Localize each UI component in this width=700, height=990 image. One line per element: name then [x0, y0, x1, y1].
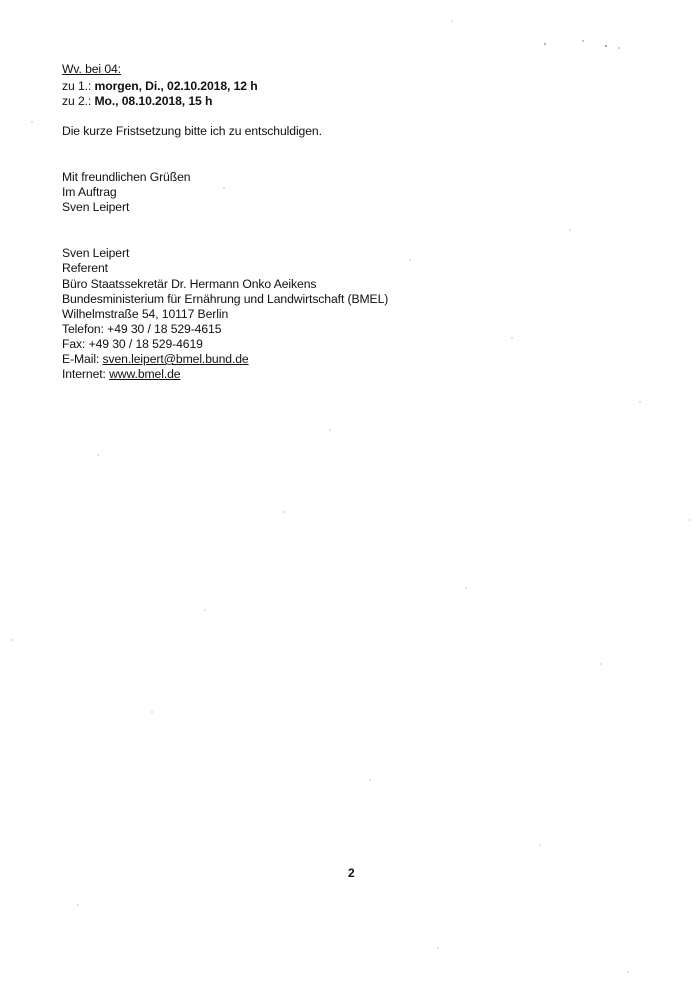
closing-name: Sven Leipert	[62, 200, 130, 214]
apology-text: Die kurze Fristsetzung bitte ich zu entschuldigen.	[62, 124, 322, 138]
followup-item-2	[62, 94, 212, 109]
signature-title: Referent	[62, 261, 108, 275]
email-link[interactable]: sven.leipert@bmel.bund.de	[102, 352, 249, 366]
signature-office: Büro Staatssekretär Dr. Hermann Onko Aeikens	[62, 277, 317, 291]
followup-item-2-prefix: zu 2.:	[62, 94, 95, 108]
followup-item-1-prefix: zu 1.:	[62, 79, 95, 93]
fax-number: +49 30 / 18 529-4619	[88, 337, 203, 351]
internet-label: Internet:	[62, 367, 110, 381]
signature-name: Sven Leipert	[62, 246, 130, 260]
website-link[interactable]: www.bmel.de	[109, 367, 181, 381]
followup-item-1-value: morgen, Di., 02.10.2018, 12 h	[94, 79, 258, 93]
followup-item-2-value: Mo., 08.10.2018, 15 h	[94, 94, 213, 108]
closing-greeting: Mit freundlichen Grüßen	[62, 170, 191, 184]
email-label: E-Mail:	[62, 352, 103, 366]
signature-phone	[62, 322, 221, 337]
signature-address: Wilhelmstraße 54, 10117 Berlin	[62, 307, 229, 321]
followup-heading: Wv. bei 04:	[62, 62, 121, 76]
fax-label: Fax:	[62, 337, 89, 351]
closing-on-behalf: Im Auftrag	[62, 185, 117, 199]
phone-label: Telefon:	[62, 322, 108, 336]
signature-email	[62, 352, 249, 367]
signature-ministry: Bundesministerium für Ernährung und Landwirtschaft (BMEL)	[62, 292, 389, 306]
followup-item-1	[62, 79, 258, 94]
phone-number: +49 30 / 18 529-4615	[107, 322, 222, 336]
signature-fax	[62, 337, 203, 352]
page-number: 2	[348, 866, 355, 880]
signature-internet	[62, 367, 181, 382]
